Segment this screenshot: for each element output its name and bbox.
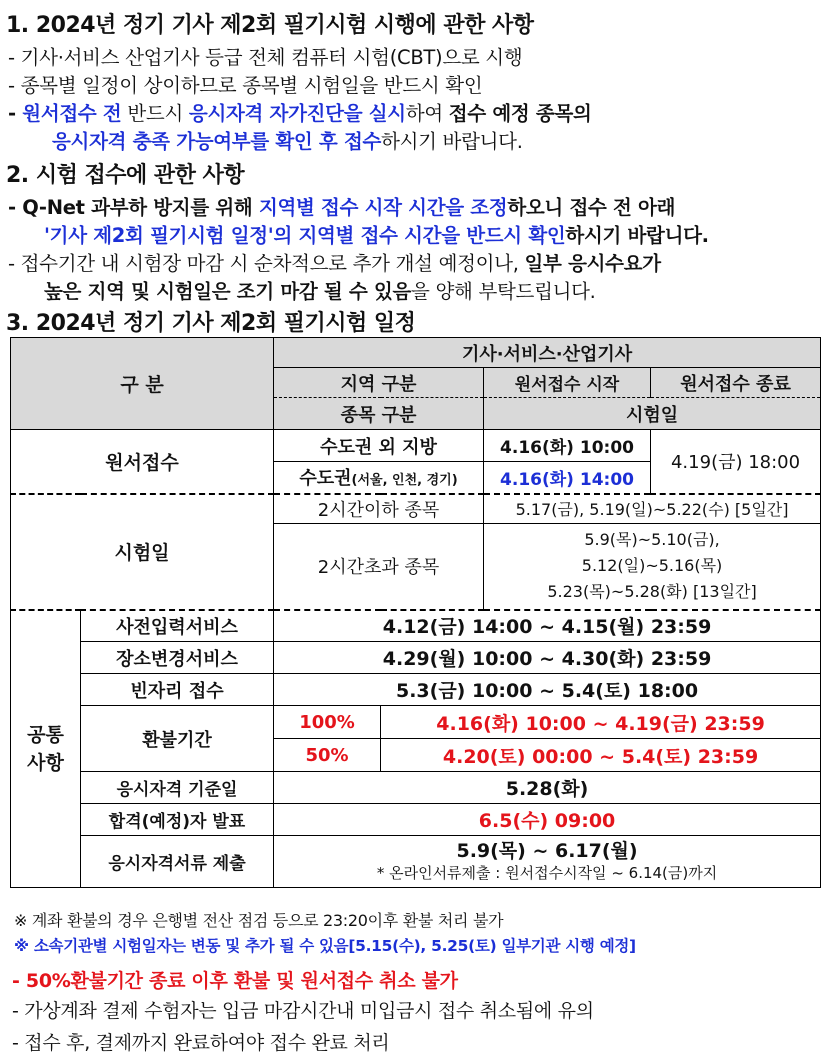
refund-50-value: 4.20(토) 00:00 ~ 5.4(토) 23:59 <box>381 739 821 772</box>
pass-label: 합격(예정)자 발표 <box>81 804 274 836</box>
over2-dates <box>484 524 821 610</box>
over2-date-3: 5.23(목)~5.28(화) [13일간] <box>547 582 757 602</box>
section2-line4 <box>44 276 596 304</box>
place-change-label: 장소변경서비스 <box>81 642 274 674</box>
apply-label: 원서접수 <box>11 430 274 494</box>
pre-input-label: 사전입력서비스 <box>81 610 274 642</box>
region-capital-note: (서울, 인천, 경기) <box>351 473 458 489</box>
dash: - <box>8 102 23 125</box>
text: 하여 <box>405 102 449 125</box>
common-label <box>11 610 81 888</box>
under2-dates: 5.17(금), 5.19(일)~5.22(수) [5일간] <box>484 494 821 524</box>
section2-line2 <box>44 220 709 248</box>
note-bank-refund: ※ 계좌 환불의 경우 은행별 전산 점검 등으로 23:20이후 환불 처리 불가 <box>14 911 504 930</box>
schedule-table <box>10 337 821 888</box>
pre-input-value: 4.12(금) 14:00 ~ 4.15(월) 23:59 <box>274 610 821 642</box>
docs-value <box>274 836 821 888</box>
note-payment-complete: - 접수 후, 결제까지 완료하여야 접수 완료 처리 <box>12 1032 390 1054</box>
header-region: 지역 구분 <box>274 368 484 398</box>
header-exam-day: 시험일 <box>484 398 821 430</box>
note-refund-end: - 50%환불기간 종료 이후 환불 및 원서접수 취소 불가 <box>12 970 458 992</box>
highlight-early-close: 높은 지역 및 시험일은 조기 마감 될 수 있음 <box>44 280 412 303</box>
docs-note: * 온라인서류제출 : 원서접수시작일 ~ 6.14(금)까지 <box>376 863 718 882</box>
common-label-2: 사항 <box>27 751 64 774</box>
text: 을 양해 부탁드립니다. <box>411 280 596 303</box>
text: - 접수기간 내 시험장 마감 시 순차적으로 추가 개설 예정이나, <box>8 252 525 275</box>
start-outside: 4.16(화) 10:00 <box>484 430 651 462</box>
note-virtual-account: - 가상계좌 결제 수험자는 입금 마감시간내 미입금시 접수 취소됨에 유의 <box>12 1000 594 1022</box>
header-apply-start: 원서접수 시작 <box>484 368 651 398</box>
highlight-demand: 일부 응시수요가 <box>524 252 661 275</box>
pass-value: 6.5(수) 09:00 <box>274 804 821 836</box>
docs-label: 응시자격서류 제출 <box>81 836 274 888</box>
text: 반드시 <box>121 102 189 125</box>
highlight-target-subject: 접수 예정 종목의 <box>448 102 592 125</box>
highlight-self-check: 응시자격 자가진단을 실시 <box>188 102 406 125</box>
under2-label: 2시간이하 종목 <box>274 494 484 524</box>
highlight-before-apply: 원서접수 전 <box>22 102 122 125</box>
vacancy-label: 빈자리 접수 <box>81 674 274 706</box>
header-category: 기사·서비스·산업기사 <box>274 338 821 368</box>
refund-label: 환불기간 <box>81 706 274 772</box>
text: - Q-Net 과부하 방지를 위해 <box>8 196 259 219</box>
refund-100-value: 4.16(화) 10:00 ~ 4.19(금) 23:59 <box>381 706 821 739</box>
header-gubun: 구 분 <box>11 338 274 430</box>
header-apply-end: 원서접수 종료 <box>651 368 821 398</box>
text: 하시기 바랍니다. <box>381 130 523 153</box>
refund-100-label: 100% <box>274 706 381 739</box>
region-capital-label: 수도권 <box>299 468 352 490</box>
qual-date-label: 응시자격 기준일 <box>81 772 274 804</box>
over2-date-2: 5.12(일)~5.16(목) <box>581 556 723 576</box>
vacancy-value: 5.3(금) 10:00 ~ 5.4(토) 18:00 <box>274 674 821 706</box>
qual-date-value: 5.28(화) <box>274 772 821 804</box>
section1-line1: - 기사·서비스 산업기사 등급 전체 컴퓨터 시험(CBT)으로 시행 <box>8 46 523 69</box>
common-label-1: 공통 <box>27 723 64 746</box>
note-agency-dates: ※ 소속기관별 시험일자는 변동 및 추가 될 수 있음[5.15(수), 5.25(토) 일부기관 시행 예정] <box>14 937 636 955</box>
region-capital <box>274 462 484 494</box>
place-change-value: 4.29(월) 10:00 ~ 4.30(화) 23:59 <box>274 642 821 674</box>
highlight-schedule: '기사 제2회 필기시험 일정'의 지역별 접수 시간을 반드시 확인 <box>44 224 566 247</box>
refund-50-label: 50% <box>274 739 381 772</box>
header-subject: 종목 구분 <box>274 398 484 430</box>
start-capital: 4.16(화) 14:00 <box>484 462 651 494</box>
section3-title: 3. 2024년 정기 기사 제2회 필기시험 일정 <box>6 311 416 336</box>
section1-title: 1. 2024년 정기 기사 제2회 필기시험 시행에 관한 사항 <box>6 13 534 38</box>
section1-line2: - 종목별 일정이 상이하므로 종목별 시험일을 반드시 확인 <box>8 74 483 97</box>
section2-title: 2. 시험 접수에 관한 사항 <box>6 163 245 188</box>
exam-label: 시험일 <box>11 494 274 610</box>
highlight-region-time: 지역별 접수 시작 시간을 조정 <box>258 196 508 219</box>
text: 하오니 접수 전 아래 <box>507 196 676 219</box>
over2-date-1: 5.9(목)~5.10(금), <box>584 530 720 550</box>
highlight-qualification: 응시자격 충족 가능여부를 확인 후 접수 <box>52 130 382 153</box>
apply-end: 4.19(금) 18:00 <box>651 430 821 494</box>
docs-dates: 5.9(목) ~ 6.17(월) <box>456 839 638 862</box>
section2-line1 <box>8 192 675 220</box>
over2-label: 2시간초과 종목 <box>274 524 484 610</box>
text: 하시기 바랍니다. <box>565 224 709 247</box>
section2-line3 <box>8 248 661 276</box>
section1-line3 <box>8 98 592 126</box>
region-outside: 수도권 외 지방 <box>274 430 484 462</box>
section1-line4 <box>52 126 523 154</box>
